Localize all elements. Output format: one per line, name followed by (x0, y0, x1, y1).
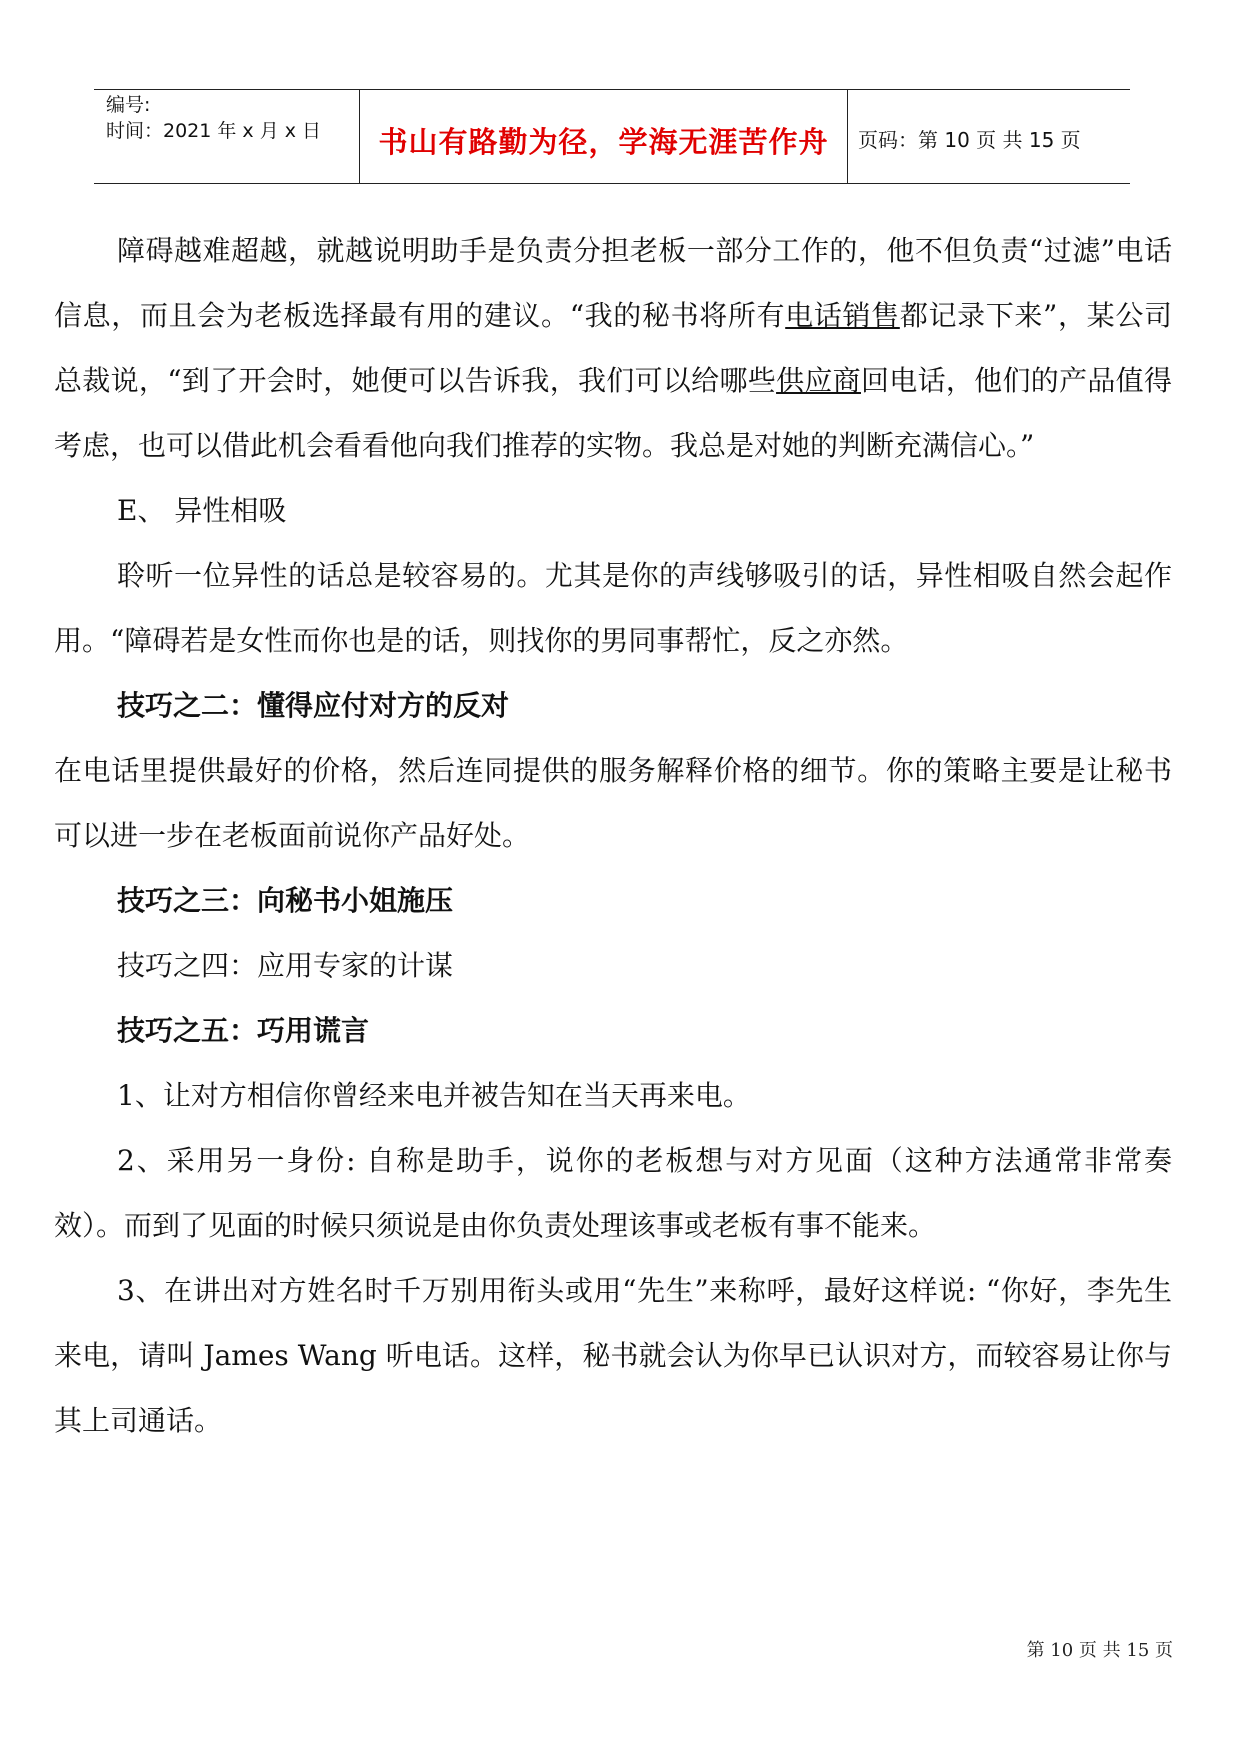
tip-5-heading: 技巧之五：巧用谎言 (117, 1014, 370, 1047)
list-item-3: 3、在讲出对方姓名时千万别用衔头或用“先生”来称呼，最好这样说: “你好，李先生来电，请叫 James Wang 听电话。这样，秘书就会认为你早已认识对方，而较容易让你与其上司通话。 (54, 1274, 1172, 1437)
section-e-heading: E、 异性相吸 (117, 494, 287, 527)
paragraph-4: 在电话里提供最好的价格，然后连同提供的服务解释价格的细节。你的策略主要是让秘书可以进一步在老板面前说你产品好处。 (54, 754, 1172, 852)
paragraph-1-text-b: 都记录下来”，某公司总裁说，“到了开会时，她便可以告诉我，我们可以给哪些 (54, 299, 1172, 397)
page-header (94, 89, 1130, 184)
header-motto-cell (359, 90, 848, 183)
time-label: 时间：2021 年 x 月 x 日 (106, 120, 322, 142)
paragraph-1 (54, 218, 1172, 478)
link-supplier[interactable]: 供应商 (776, 364, 861, 397)
page-footer: 第 10 页 共 15 页 (1026, 1640, 1173, 1661)
link-telephone-sales[interactable]: 电话销售 (785, 299, 900, 332)
list-item-2: 2、采用另一身份: 自称是助手，说你的老板想与对方见面（这种方法通常非常奏效）。而到了见面的时候只须说是由你负责处理该事或老板有事不能来。 (54, 1144, 1172, 1242)
page-info: 页码：第 10 页 共 15 页 (858, 128, 1081, 152)
motto: 书山有路勤为径，学海无涯苦作舟 (378, 125, 829, 159)
tip-3-heading: 技巧之三：向秘书小姐施压 (117, 884, 454, 917)
header-page-cell (846, 90, 1130, 183)
list-item-1: 1、让对方相信你曾经来电并被告知在当天再来电。 (117, 1079, 751, 1112)
document-body (54, 218, 1172, 1453)
tip-2-heading: 技巧之二：懂得应付对方的反对 (117, 689, 510, 722)
header-meta-cell (94, 90, 359, 183)
paragraph-1-text-a: 障碍越难超越，就越说明助手是负责分担老板一部分工作的，他不但负责“过滤”电话信息，而且会为老板选择最有用的建议。“我的秘书将所有 (54, 234, 1172, 332)
paragraph-3: 聆听一位异性的话总是较容易的。尤其是你的声线够吸引的话，异性相吸自然会起作用。“障碍若是女性而你也是的话，则找你的男同事帮忙，反之亦然。 (54, 559, 1172, 657)
paragraph-1-text-c: 回电话，他们的产品值得考虑，也可以借此机会看看他向我们推荐的实物。我总是对她的判断充满信心。” (54, 364, 1172, 462)
tip-4-heading: 技巧之四：应用专家的计谋 (117, 949, 454, 982)
number-label: 编号: (106, 94, 151, 116)
